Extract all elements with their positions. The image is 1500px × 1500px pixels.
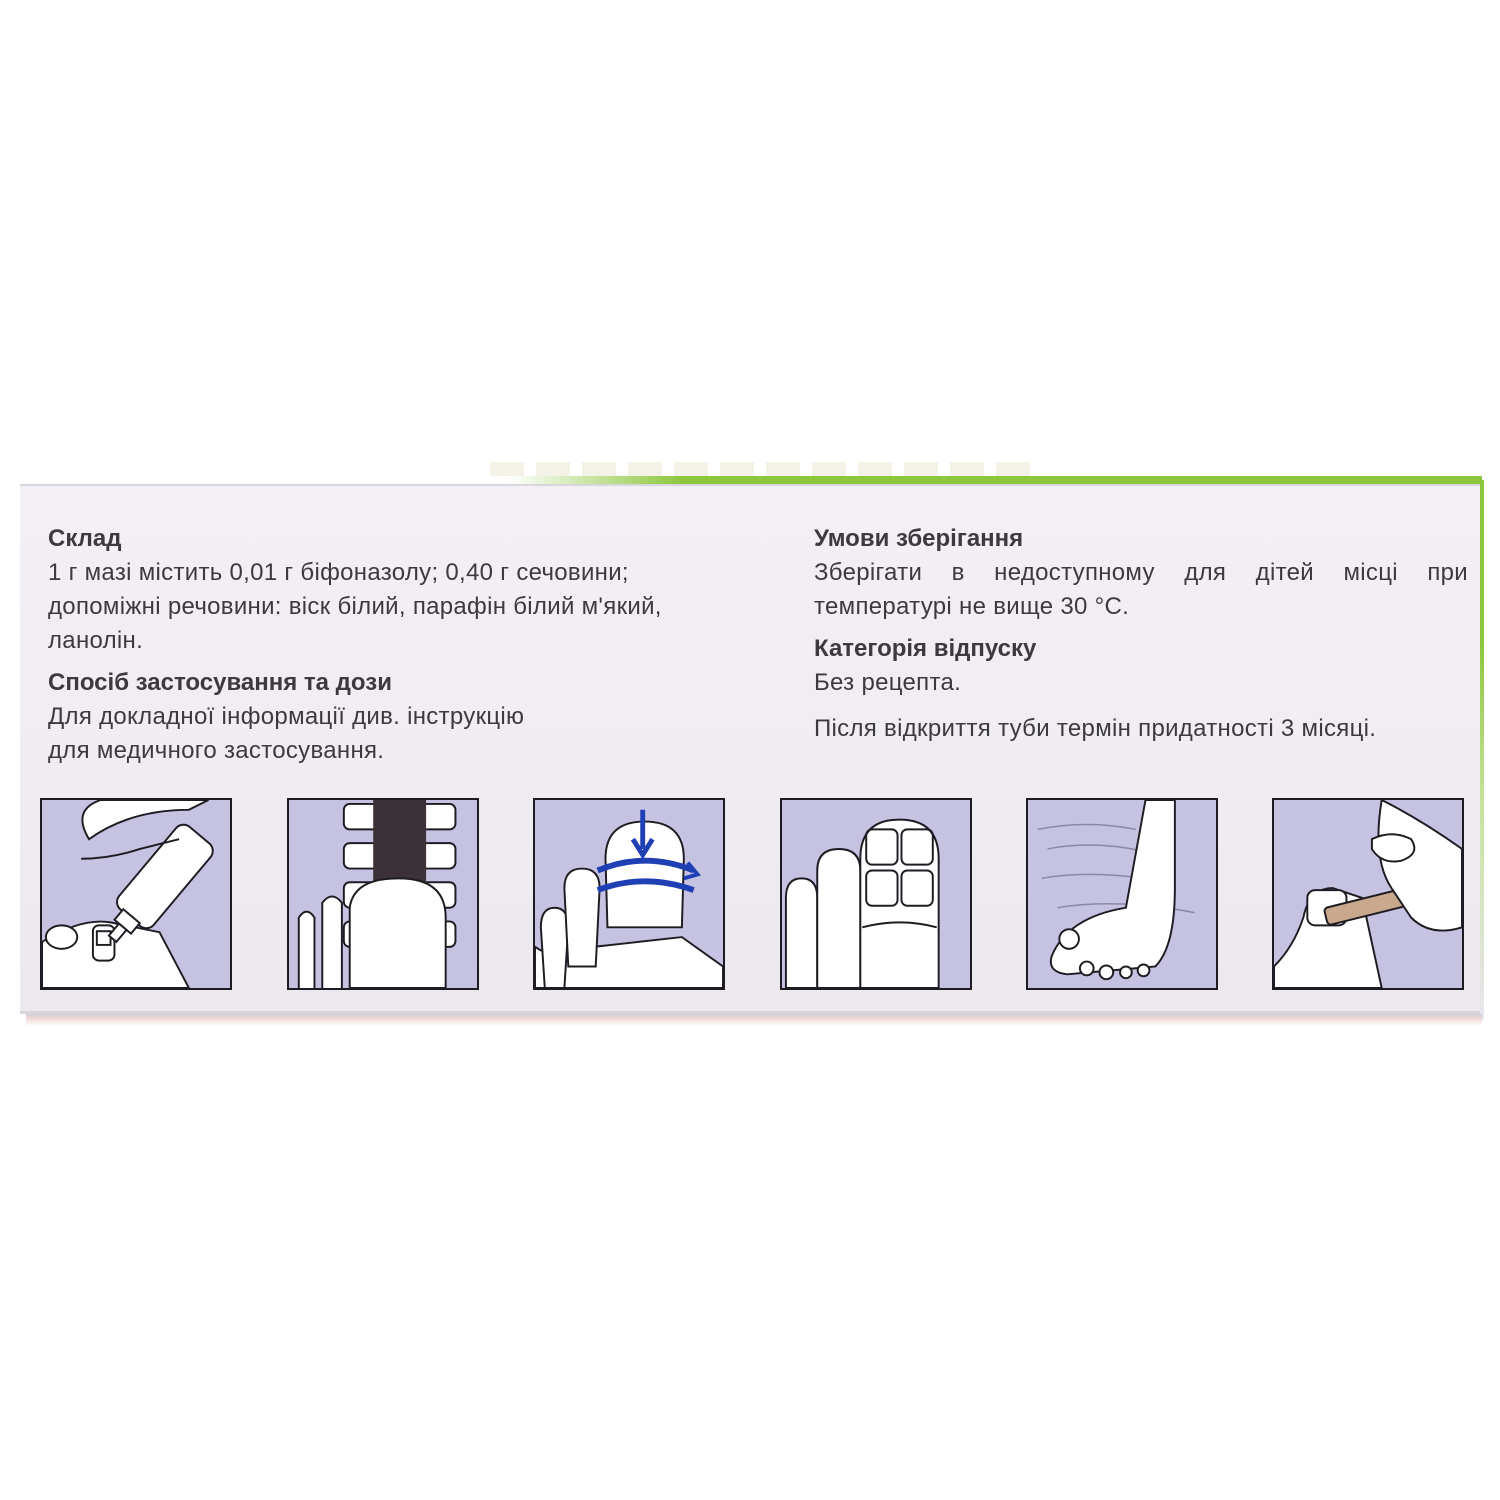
box-top-flap (490, 462, 1030, 476)
composition-line: 1 г мазі містить 0,01 г біфоназолу; 0,40 г сечовини; (48, 559, 629, 586)
dispensing-heading: Категорія відпуску (814, 635, 1037, 662)
foot-soak-icon (1028, 800, 1216, 988)
storage-heading: Умови зберігання (814, 525, 1024, 552)
dosage-line: Для докладної інформації див. інструкцію (48, 703, 525, 730)
application-steps (40, 798, 1466, 992)
plaster-strips-icon (289, 800, 477, 988)
composition-line: допоміжні речовини: віск білий, парафін білий м'який, (48, 593, 662, 620)
apply-ointment-icon (42, 800, 230, 988)
composition-line: ланолін. (48, 627, 144, 654)
step-panel-5 (1026, 798, 1218, 990)
composition-heading: Склад (48, 525, 122, 552)
shelf-life-note: Після відкриття туби термін придатності 3 місяці. (814, 715, 1377, 742)
right-text-column (814, 524, 1468, 746)
dosage-line: для медичного застосування. (48, 737, 385, 764)
step-panel-4 (780, 798, 972, 990)
scrape-nail-icon (1274, 800, 1462, 988)
step-panel-3 (533, 798, 725, 990)
left-text-column (48, 524, 748, 768)
covered-toe-icon (782, 800, 970, 988)
wrap-bandage-icon (535, 800, 723, 988)
storage-text: Зберігати в недоступному для дітей місці при температурі не вище 30 °C. (814, 559, 1468, 620)
box-bottom-edge (26, 1014, 1482, 1026)
dispensing-text: Без рецепта. (814, 669, 962, 696)
step-panel-6 (1272, 798, 1464, 990)
step-panel-1 (40, 798, 232, 990)
dosage-text (48, 700, 748, 768)
dosage-heading: Спосіб застосування та дози (48, 669, 392, 696)
step-panel-2 (287, 798, 479, 990)
composition-text (48, 556, 748, 658)
